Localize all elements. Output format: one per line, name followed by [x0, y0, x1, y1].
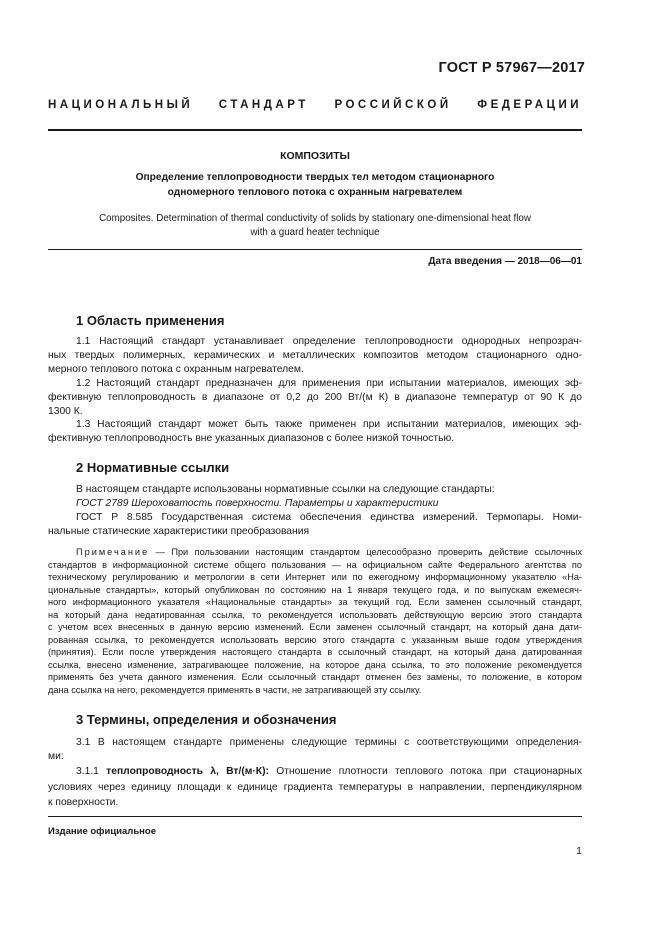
- english-title: [48, 212, 582, 240]
- term-name: теплопроводность λ, Вт/(м·К):: [106, 766, 269, 777]
- text-line: мерного теплового потока с охранным нагревателем.: [48, 364, 304, 375]
- text-line: 1.3 Настоящий стандарт может быть также применен при испытании материалов, имеющих эф-: [76, 419, 582, 430]
- text-line: ссылка, внесено изменение, затрагивающее положение, на которое дана ссылка, то это положение рекомендуется: [48, 659, 582, 670]
- text-line: с учетом всех внесенных в данную версию изменений. Если заменен ссылочный стандарт, на который дана дати-: [48, 622, 582, 632]
- text-line: ных твердых полимерных, керамических и металлических композитов методом стационарного одно-: [48, 350, 582, 361]
- text-line: ного информационного указателя «Национальные стандарты» за текущий год. Если заменен ссылочный стандарт,: [48, 597, 582, 607]
- text-line: 1300 К.: [48, 406, 83, 417]
- text-line: рованная ссылка, то рекомендуется использовать версию этого стандарта с указанным выше годом утверждения: [48, 634, 582, 645]
- header-rule: [48, 129, 582, 131]
- text-line: 1.1 Настоящий стандарт устанавливает определение теплопроводности однородных непрозрач-: [76, 336, 582, 347]
- english-title-line: with a guard heater technique: [250, 227, 380, 238]
- text-line: ми:: [48, 751, 64, 762]
- term-number: 3.1.1: [76, 766, 99, 777]
- section-1-paragraph-3: [48, 418, 582, 446]
- text-line: 3.1 В настоящем стандарте применены следующие термины с соответствующими определения-: [76, 737, 582, 748]
- text-line: стандартов в информационной системе общего пользования — на официальном сайте Федерального агентства по: [48, 559, 582, 570]
- russian-title-line: одномерного теплового потока с охранным нагревателем: [167, 186, 463, 198]
- term-definition: Отношение плотности теплового потока при стационарных: [268, 766, 582, 777]
- text-line: к поверхности.: [48, 797, 119, 808]
- reference-gost-2789: ГОСТ 2789 Шероховатость поверхности. Параметры и характеристики: [76, 498, 439, 509]
- term-thermal-conductivity: [48, 764, 582, 811]
- text-line: фективную теплопроводность вне указанных диапазонов с более низкой точностью.: [48, 433, 455, 444]
- text-line: циональные стандарты», который опубликован по состоянию на 1 января текущего года, и по выпускам ежемесяч-: [48, 584, 582, 595]
- page-number: 1: [576, 845, 582, 857]
- text-line: техническому регулированию и метрологии в сети Интернет или по ежегодному информационному указателю «На-: [48, 572, 582, 582]
- text-line: нальные статические характеристики преобразования: [48, 526, 310, 537]
- document-title: КОМПОЗИТЫ: [280, 150, 350, 162]
- section-1-paragraph-2: [48, 377, 582, 419]
- text-line: на который дана недатированная ссылка, то рекомендуется использовать действующую версию этого стандарта: [48, 609, 582, 620]
- official-edition-label: Издание официальное: [48, 826, 156, 837]
- section-3-paragraph-1: [48, 736, 582, 764]
- reference-gost-8585: ГОСТ Р 8.585 Государственная система обеспечения единства измерений. Термопары. Номи-: [76, 512, 582, 523]
- section-1-heading: 1 Область применения: [76, 313, 225, 328]
- section-1-paragraph-1: [48, 335, 582, 377]
- text-line: условиях через единицу площади к единице градиента температуры в направлении, перпендикулярном: [48, 781, 582, 793]
- russian-title: [48, 171, 582, 200]
- footer-rule: [48, 816, 582, 817]
- title-rule: [48, 249, 582, 250]
- introduction-date: Дата введения — 2018—06—01: [428, 256, 582, 267]
- note-label: Примечание: [76, 547, 150, 557]
- text-line: В настоящем стандарте использованы нормативные ссылки на следующие стандарты:: [76, 484, 495, 495]
- text-line: фективную теплопроводность в диапазоне от 0,2 до 200 Вт/(м К) в диапазоне температур от 90 К до: [48, 392, 582, 403]
- national-standard-banner: НАЦИОНАЛЬНЫЙ СТАНДАРТ РОССИЙСКОЙ ФЕДЕРАЦИИ: [48, 99, 582, 111]
- text-line: (принятия). Если после утверждения настоящего стандарта в ссылочный стандарт, на который дана датированная: [48, 647, 582, 657]
- section-2-references: [48, 483, 582, 539]
- text-line: применять без учета данного изменения. Если ссылочный стандарт отменен без замены, то положение, в котором: [48, 672, 582, 682]
- russian-title-line: Определение теплопроводности твердых тел методом стационарного: [135, 172, 495, 183]
- section-3-heading: 3 Термины, определения и обозначения: [76, 712, 337, 727]
- section-2-note: [48, 546, 582, 696]
- text-line: 1.2 Настоящий стандарт предназначен для применения при испытании материалов, имеющих эф-: [76, 378, 582, 389]
- text-line: дана ссылка на него, рекомендуется применять в части, не затрагивающей эту ссылку.: [48, 684, 422, 695]
- section-2-heading: 2 Нормативные ссылки: [76, 460, 230, 475]
- text-line: — При пользовании настоящим стандартом целесообразно проверить действие ссылочных: [149, 547, 582, 557]
- english-title-line: Composites. Determination of thermal conductivity of solids by stationary one-dimensional heat flow: [99, 213, 531, 224]
- gost-code: ГОСТ Р 57967—2017: [438, 60, 585, 76]
